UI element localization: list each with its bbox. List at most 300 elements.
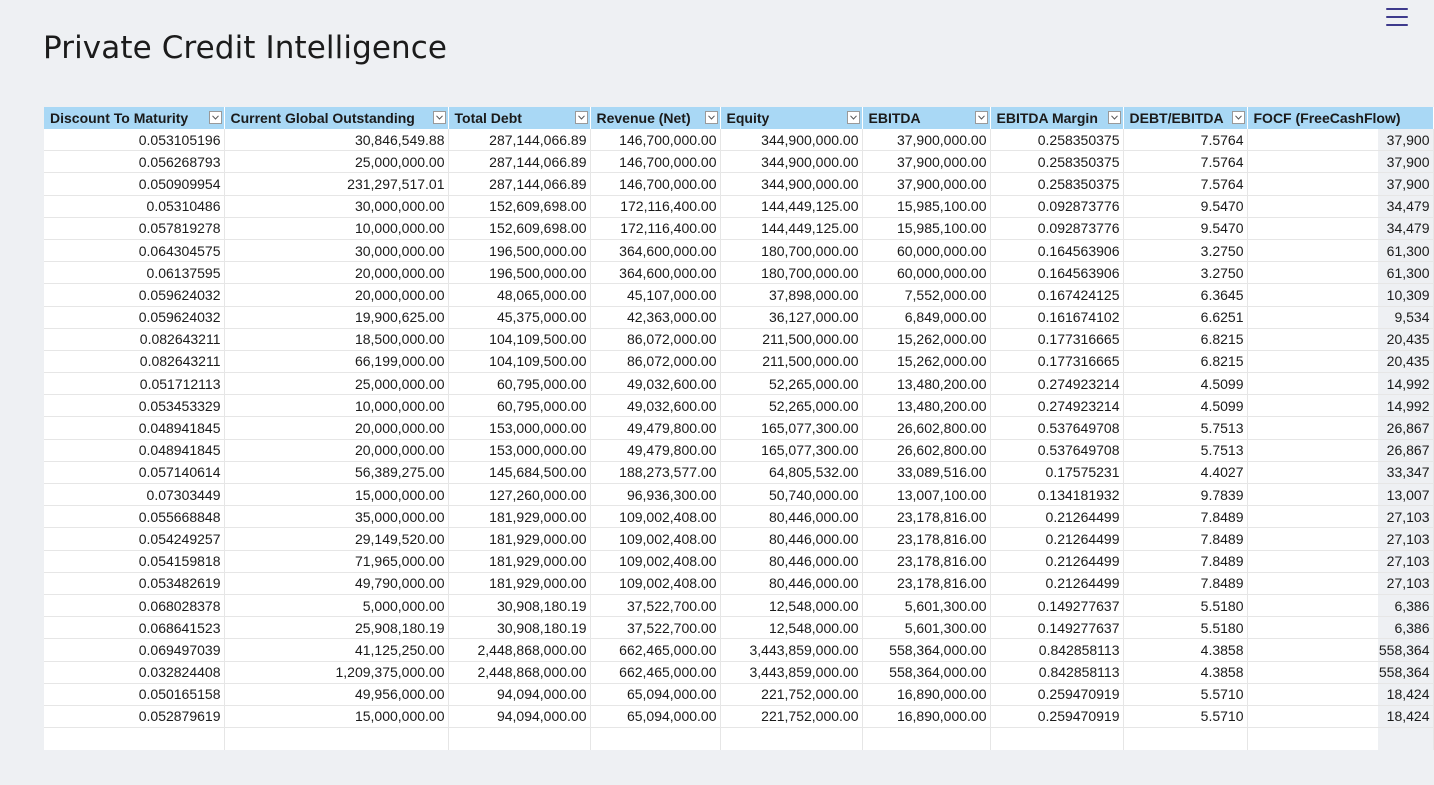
- table-cell[interactable]: 188,273,577.00: [590, 461, 720, 483]
- table-cell[interactable]: 23,178,816.00: [862, 528, 990, 550]
- table-cell[interactable]: 196,500,000.00: [448, 239, 590, 261]
- column-header[interactable]: [224, 107, 448, 129]
- table-cell[interactable]: 0.21264499: [990, 572, 1123, 594]
- table-cell[interactable]: 196,500,000.00: [448, 262, 590, 284]
- table-cell[interactable]: 14,992: [1247, 395, 1433, 417]
- table-cell[interactable]: 9,534: [1247, 306, 1433, 328]
- table-cell[interactable]: 16,890,000.00: [862, 683, 990, 705]
- table-cell[interactable]: 364,600,000.00: [590, 239, 720, 261]
- table-cell[interactable]: 7.5764: [1123, 173, 1247, 195]
- table-cell[interactable]: 60,795,000.00: [448, 395, 590, 417]
- table-cell[interactable]: 0.274923214: [990, 395, 1123, 417]
- table-cell[interactable]: 104,109,500.00: [448, 350, 590, 372]
- column-header[interactable]: [862, 107, 990, 129]
- table-row[interactable]: [44, 639, 1433, 661]
- column-header[interactable]: [448, 107, 590, 129]
- table-cell[interactable]: 36,127,000.00: [720, 306, 862, 328]
- table-cell[interactable]: 2,448,868,000.00: [448, 639, 590, 661]
- table-cell[interactable]: 181,929,000.00: [448, 550, 590, 572]
- table-cell[interactable]: 104,109,500.00: [448, 328, 590, 350]
- table-cell[interactable]: 65,094,000.00: [590, 683, 720, 705]
- table-cell[interactable]: 71,965,000.00: [224, 550, 448, 572]
- table-cell[interactable]: 0.842858113: [990, 639, 1123, 661]
- table-cell[interactable]: 180,700,000.00: [720, 239, 862, 261]
- table-cell[interactable]: 3.2750: [1123, 239, 1247, 261]
- table-cell[interactable]: 0.164563906: [990, 239, 1123, 261]
- table-cell[interactable]: 0.048941845: [44, 417, 224, 439]
- table-cell[interactable]: 80,446,000.00: [720, 550, 862, 572]
- table-cell[interactable]: 0.161674102: [990, 306, 1123, 328]
- table-cell[interactable]: 65,094,000.00: [590, 705, 720, 727]
- table-cell[interactable]: 146,700,000.00: [590, 173, 720, 195]
- table-row[interactable]: [44, 661, 1433, 683]
- table-cell[interactable]: 0.092873776: [990, 217, 1123, 239]
- table-cell[interactable]: 0.134181932: [990, 484, 1123, 506]
- table-cell[interactable]: 10,000,000.00: [224, 395, 448, 417]
- table-cell[interactable]: 94,094,000.00: [448, 705, 590, 727]
- table-cell[interactable]: 30,908,180.19: [448, 617, 590, 639]
- table-cell[interactable]: 7.5764: [1123, 129, 1247, 151]
- table-cell[interactable]: 18,424: [1247, 683, 1433, 705]
- table-cell[interactable]: 23,178,816.00: [862, 572, 990, 594]
- table-cell[interactable]: 144,449,125.00: [720, 195, 862, 217]
- table-cell[interactable]: 26,867: [1247, 417, 1433, 439]
- table-row[interactable]: [44, 195, 1433, 217]
- table-cell[interactable]: 52,265,000.00: [720, 395, 862, 417]
- table-cell[interactable]: 49,790,000.00: [224, 572, 448, 594]
- dropdown-filter-icon[interactable]: [705, 111, 718, 124]
- table-cell[interactable]: 6.6251: [1123, 306, 1247, 328]
- table-cell[interactable]: 181,929,000.00: [448, 572, 590, 594]
- page-title: Private Credit Intelligence: [43, 30, 448, 66]
- table-cell[interactable]: 37,900,000.00: [862, 173, 990, 195]
- table-cell[interactable]: 18,424: [1247, 705, 1433, 727]
- table-cell[interactable]: 6.3645: [1123, 284, 1247, 306]
- table-cell[interactable]: 20,435: [1247, 350, 1433, 372]
- table-cell[interactable]: 153,000,000.00: [448, 417, 590, 439]
- table-cell[interactable]: 0.057819278: [44, 217, 224, 239]
- table-cell[interactable]: 165,077,300.00: [720, 439, 862, 461]
- table-cell[interactable]: 15,985,100.00: [862, 195, 990, 217]
- table-cell[interactable]: 37,900: [1247, 151, 1433, 173]
- table-row[interactable]: [44, 417, 1433, 439]
- dropdown-filter-icon[interactable]: [209, 111, 222, 124]
- table-cell[interactable]: 3.2750: [1123, 262, 1247, 284]
- table-cell[interactable]: 211,500,000.00: [720, 328, 862, 350]
- table-cell[interactable]: 0.050165158: [44, 683, 224, 705]
- table-cell[interactable]: 287,144,066.89: [448, 151, 590, 173]
- table-cell[interactable]: 172,116,400.00: [590, 217, 720, 239]
- table-cell[interactable]: 20,000,000.00: [224, 417, 448, 439]
- table-cell[interactable]: 16,890,000.00: [862, 705, 990, 727]
- table-cell[interactable]: 109,002,408.00: [590, 550, 720, 572]
- table-cell[interactable]: 0.053482619: [44, 572, 224, 594]
- table-cell[interactable]: 96,936,300.00: [590, 484, 720, 506]
- table-cell[interactable]: 37,900,000.00: [862, 129, 990, 151]
- table-cell[interactable]: 0.259470919: [990, 705, 1123, 727]
- table-cell[interactable]: 0.167424125: [990, 284, 1123, 306]
- table-cell[interactable]: 66,199,000.00: [224, 350, 448, 372]
- table-cell[interactable]: 49,479,800.00: [590, 439, 720, 461]
- table-body: [44, 129, 1433, 750]
- table-cell[interactable]: 19,900,625.00: [224, 306, 448, 328]
- table-cell[interactable]: 7.8489: [1123, 528, 1247, 550]
- table-cell[interactable]: 231,297,517.01: [224, 173, 448, 195]
- table-cell[interactable]: 152,609,698.00: [448, 217, 590, 239]
- table-cell[interactable]: 5,000,000.00: [224, 594, 448, 616]
- menu-bar: [1386, 8, 1408, 10]
- table-cell[interactable]: 0.057140614: [44, 461, 224, 483]
- table-cell[interactable]: 221,752,000.00: [720, 683, 862, 705]
- table-cell[interactable]: 26,602,800.00: [862, 439, 990, 461]
- table-row[interactable]: [44, 705, 1433, 727]
- table-cell[interactable]: 18,500,000.00: [224, 328, 448, 350]
- table-cell[interactable]: 180,700,000.00: [720, 262, 862, 284]
- table-cell[interactable]: 94,094,000.00: [448, 683, 590, 705]
- table-cell[interactable]: 41,125,250.00: [224, 639, 448, 661]
- table-row[interactable]: [44, 284, 1433, 306]
- table-cell[interactable]: 7.8489: [1123, 572, 1247, 594]
- table-cell[interactable]: 344,900,000.00: [720, 151, 862, 173]
- table-cell[interactable]: 7.5764: [1123, 151, 1247, 173]
- table-cell[interactable]: 80,446,000.00: [720, 506, 862, 528]
- table-cell[interactable]: 0.258350375: [990, 173, 1123, 195]
- table-cell[interactable]: 4.5099: [1123, 395, 1247, 417]
- table-cell[interactable]: 0.274923214: [990, 373, 1123, 395]
- table-cell[interactable]: 5,601,300.00: [862, 594, 990, 616]
- table-cell[interactable]: 9.5470: [1123, 217, 1247, 239]
- table-cell[interactable]: 29,149,520.00: [224, 528, 448, 550]
- column-header-label: EBITDA: [868, 110, 921, 126]
- table-row[interactable]: [44, 594, 1433, 616]
- table-cell[interactable]: 0.259470919: [990, 683, 1123, 705]
- table-cell[interactable]: 0.258350375: [990, 129, 1123, 151]
- column-header[interactable]: [1247, 107, 1433, 129]
- column-header[interactable]: [590, 107, 720, 129]
- table-cell[interactable]: 4.3858: [1123, 661, 1247, 683]
- table-cell[interactable]: 0.149277637: [990, 617, 1123, 639]
- table-row[interactable]: [44, 217, 1433, 239]
- table-cell[interactable]: 9.5470: [1123, 195, 1247, 217]
- table-cell[interactable]: 7.8489: [1123, 550, 1247, 572]
- table-cell[interactable]: 287,144,066.89: [448, 173, 590, 195]
- dropdown-filter-icon[interactable]: [433, 111, 446, 124]
- table-cell[interactable]: 0.21264499: [990, 550, 1123, 572]
- table-cell[interactable]: 6.8215: [1123, 350, 1247, 372]
- table-cell[interactable]: 48,065,000.00: [448, 284, 590, 306]
- table-cell[interactable]: 15,262,000.00: [862, 328, 990, 350]
- table-cell[interactable]: 49,479,800.00: [590, 417, 720, 439]
- table-cell[interactable]: 35,000,000.00: [224, 506, 448, 528]
- table-cell[interactable]: 15,262,000.00: [862, 350, 990, 372]
- table-cell[interactable]: 4.3858: [1123, 639, 1247, 661]
- table-cell[interactable]: 0.051712113: [44, 373, 224, 395]
- table-cell[interactable]: 64,805,532.00: [720, 461, 862, 483]
- table-cell[interactable]: 13,007: [1247, 484, 1433, 506]
- dropdown-filter-icon[interactable]: [975, 111, 988, 124]
- table-cell[interactable]: 33,089,516.00: [862, 461, 990, 483]
- table-cell[interactable]: 60,000,000.00: [862, 239, 990, 261]
- table-cell[interactable]: 37,900: [1247, 129, 1433, 151]
- table-cell[interactable]: 1,209,375,000.00: [224, 661, 448, 683]
- table-cell[interactable]: 34,479: [1247, 217, 1433, 239]
- empty-cell: [862, 728, 990, 751]
- table-cell[interactable]: 45,375,000.00: [448, 306, 590, 328]
- table-cell[interactable]: 5,601,300.00: [862, 617, 990, 639]
- table-cell[interactable]: 0.177316665: [990, 350, 1123, 372]
- table-cell[interactable]: 0.21264499: [990, 506, 1123, 528]
- menu-bar: [1386, 24, 1408, 26]
- table-cell[interactable]: 172,116,400.00: [590, 195, 720, 217]
- dropdown-filter-icon[interactable]: [847, 111, 860, 124]
- table-cell[interactable]: 42,363,000.00: [590, 306, 720, 328]
- table-cell[interactable]: 146,700,000.00: [590, 129, 720, 151]
- table-cell[interactable]: 26,867: [1247, 439, 1433, 461]
- table-row[interactable]: [44, 350, 1433, 372]
- table-cell[interactable]: 52,265,000.00: [720, 373, 862, 395]
- table-cell[interactable]: 0.082643211: [44, 350, 224, 372]
- table-cell[interactable]: 60,795,000.00: [448, 373, 590, 395]
- table-cell[interactable]: 20,435: [1247, 328, 1433, 350]
- table-cell[interactable]: 127,260,000.00: [448, 484, 590, 506]
- table-cell[interactable]: 0.149277637: [990, 594, 1123, 616]
- table-cell[interactable]: 13,480,200.00: [862, 373, 990, 395]
- table-cell[interactable]: 61,300: [1247, 239, 1433, 261]
- table-cell[interactable]: 13,480,200.00: [862, 395, 990, 417]
- table-cell[interactable]: 2,448,868,000.00: [448, 661, 590, 683]
- table-cell[interactable]: 20,000,000.00: [224, 284, 448, 306]
- table-cell[interactable]: 344,900,000.00: [720, 129, 862, 151]
- table-cell[interactable]: 0.07303449: [44, 484, 224, 506]
- table-cell[interactable]: 0.050909954: [44, 173, 224, 195]
- table-cell[interactable]: 0.068028378: [44, 594, 224, 616]
- column-header[interactable]: [990, 107, 1123, 129]
- table-cell[interactable]: 30,908,180.19: [448, 594, 590, 616]
- table-cell[interactable]: 0.052879619: [44, 705, 224, 727]
- table-row[interactable]: [44, 328, 1433, 350]
- table-row[interactable]: [44, 550, 1433, 572]
- table-cell[interactable]: 109,002,408.00: [590, 506, 720, 528]
- table-cell[interactable]: 558,364,000.00: [862, 661, 990, 683]
- table-row[interactable]: [44, 129, 1433, 151]
- table-cell[interactable]: 0.068641523: [44, 617, 224, 639]
- table-cell[interactable]: 6,386: [1247, 594, 1433, 616]
- table-cell[interactable]: 6,849,000.00: [862, 306, 990, 328]
- table-cell[interactable]: 5.5710: [1123, 705, 1247, 727]
- table-cell[interactable]: 0.21264499: [990, 528, 1123, 550]
- table-cell[interactable]: 49,032,600.00: [590, 395, 720, 417]
- table-cell[interactable]: 4.4027: [1123, 461, 1247, 483]
- table-cell[interactable]: 662,465,000.00: [590, 639, 720, 661]
- table-cell[interactable]: 0.055668848: [44, 506, 224, 528]
- table-cell[interactable]: 14,992: [1247, 373, 1433, 395]
- table-row[interactable]: [44, 262, 1433, 284]
- table-cell[interactable]: 0.537649708: [990, 417, 1123, 439]
- table-cell[interactable]: 6,386: [1247, 617, 1433, 639]
- table-cell[interactable]: 5.5180: [1123, 594, 1247, 616]
- table-cell[interactable]: 109,002,408.00: [590, 528, 720, 550]
- table-cell[interactable]: 25,908,180.19: [224, 617, 448, 639]
- table-cell[interactable]: 23,178,816.00: [862, 506, 990, 528]
- table-cell[interactable]: 5.7513: [1123, 417, 1247, 439]
- table-cell[interactable]: 61,300: [1247, 262, 1433, 284]
- table-cell[interactable]: 0.06137595: [44, 262, 224, 284]
- table-row[interactable]: [44, 306, 1433, 328]
- table-cell[interactable]: 662,465,000.00: [590, 661, 720, 683]
- table-cell[interactable]: 3,443,859,000.00: [720, 639, 862, 661]
- column-header[interactable]: [1123, 107, 1247, 129]
- table-cell[interactable]: 60,000,000.00: [862, 262, 990, 284]
- table-cell[interactable]: 0.069497039: [44, 639, 224, 661]
- table-cell[interactable]: 37,900,000.00: [862, 151, 990, 173]
- table-cell[interactable]: 9.7839: [1123, 484, 1247, 506]
- table-cell[interactable]: 27,103: [1247, 572, 1433, 594]
- table-cell[interactable]: 558,364,000.00: [862, 639, 990, 661]
- table-cell[interactable]: 15,000,000.00: [224, 705, 448, 727]
- table-cell[interactable]: 0.059624032: [44, 284, 224, 306]
- table-cell[interactable]: 33,347: [1247, 461, 1433, 483]
- table-cell[interactable]: 4.5099: [1123, 373, 1247, 395]
- table-cell[interactable]: 144,449,125.00: [720, 217, 862, 239]
- table-cell[interactable]: 221,752,000.00: [720, 705, 862, 727]
- table-cell[interactable]: 0.054159818: [44, 550, 224, 572]
- table-cell[interactable]: 10,309: [1247, 284, 1433, 306]
- table-cell[interactable]: 153,000,000.00: [448, 439, 590, 461]
- table-cell[interactable]: 27,103: [1247, 528, 1433, 550]
- table-cell[interactable]: 181,929,000.00: [448, 528, 590, 550]
- table-cell[interactable]: 0.048941845: [44, 439, 224, 461]
- table-cell[interactable]: 109,002,408.00: [590, 572, 720, 594]
- table-cell[interactable]: 0.05310486: [44, 195, 224, 217]
- table-row[interactable]: [44, 683, 1433, 705]
- table-cell[interactable]: 27,103: [1247, 506, 1433, 528]
- table-cell[interactable]: 0.053105196: [44, 129, 224, 151]
- table-cell[interactable]: 0.164563906: [990, 262, 1123, 284]
- table-cell[interactable]: 26,602,800.00: [862, 417, 990, 439]
- table-row[interactable]: [44, 484, 1433, 506]
- table-cell[interactable]: 0.177316665: [990, 328, 1123, 350]
- table-cell[interactable]: 30,000,000.00: [224, 195, 448, 217]
- table-cell[interactable]: 344,900,000.00: [720, 173, 862, 195]
- table-cell[interactable]: 15,000,000.00: [224, 484, 448, 506]
- table-cell[interactable]: 86,072,000.00: [590, 350, 720, 372]
- column-header-label: Total Debt: [454, 110, 522, 126]
- table-cell[interactable]: 0.17575231: [990, 461, 1123, 483]
- table-cell[interactable]: 30,846,549.88: [224, 129, 448, 151]
- table-cell[interactable]: 25,000,000.00: [224, 373, 448, 395]
- table-cell[interactable]: 0.258350375: [990, 151, 1123, 173]
- table-cell[interactable]: 7,552,000.00: [862, 284, 990, 306]
- table-row[interactable]: [44, 151, 1433, 173]
- table-cell[interactable]: 80,446,000.00: [720, 572, 862, 594]
- empty-cell: [44, 728, 224, 751]
- table-row[interactable]: [44, 395, 1433, 417]
- table-cell[interactable]: 20,000,000.00: [224, 262, 448, 284]
- hamburger-menu-icon[interactable]: [1386, 6, 1408, 28]
- table-cell[interactable]: 37,522,700.00: [590, 617, 720, 639]
- table-cell[interactable]: 0.059624032: [44, 306, 224, 328]
- table-row[interactable]: [44, 239, 1433, 261]
- table-cell[interactable]: 37,522,700.00: [590, 594, 720, 616]
- table-cell[interactable]: 364,600,000.00: [590, 262, 720, 284]
- dropdown-filter-icon[interactable]: [1108, 111, 1121, 124]
- table-cell[interactable]: 152,609,698.00: [448, 195, 590, 217]
- empty-cell: [224, 728, 448, 751]
- table-cell[interactable]: 287,144,066.89: [448, 129, 590, 151]
- table-cell[interactable]: 181,929,000.00: [448, 506, 590, 528]
- table-cell[interactable]: 0.053453329: [44, 395, 224, 417]
- table-cell[interactable]: 12,548,000.00: [720, 594, 862, 616]
- table-cell[interactable]: 558,364: [1247, 639, 1433, 661]
- column-header[interactable]: [720, 107, 862, 129]
- table-cell[interactable]: 5.5710: [1123, 683, 1247, 705]
- table-cell[interactable]: 0.082643211: [44, 328, 224, 350]
- table-row[interactable]: [44, 373, 1433, 395]
- table-cell[interactable]: 0.054249257: [44, 528, 224, 550]
- table-cell[interactable]: 0.537649708: [990, 439, 1123, 461]
- table-cell[interactable]: 37,900: [1247, 173, 1433, 195]
- table-row[interactable]: [44, 461, 1433, 483]
- table-cell[interactable]: 0.092873776: [990, 195, 1123, 217]
- table-row[interactable]: [44, 173, 1433, 195]
- table-cell[interactable]: 5.7513: [1123, 439, 1247, 461]
- table-cell[interactable]: 49,956,000.00: [224, 683, 448, 705]
- table-cell[interactable]: 80,446,000.00: [720, 528, 862, 550]
- table-cell[interactable]: 56,389,275.00: [224, 461, 448, 483]
- table-cell[interactable]: 0.842858113: [990, 661, 1123, 683]
- table-cell[interactable]: 15,985,100.00: [862, 217, 990, 239]
- table-cell[interactable]: 5.5180: [1123, 617, 1247, 639]
- table-cell[interactable]: 0.056268793: [44, 151, 224, 173]
- table-cell[interactable]: 34,479: [1247, 195, 1433, 217]
- table-cell[interactable]: 50,740,000.00: [720, 484, 862, 506]
- table-row[interactable]: [44, 572, 1433, 594]
- table-cell[interactable]: 165,077,300.00: [720, 417, 862, 439]
- table-cell[interactable]: 0.032824408: [44, 661, 224, 683]
- table-cell[interactable]: 0.064304575: [44, 239, 224, 261]
- table-cell[interactable]: 23,178,816.00: [862, 550, 990, 572]
- table-row[interactable]: [44, 528, 1433, 550]
- table-cell[interactable]: 25,000,000.00: [224, 151, 448, 173]
- dropdown-filter-icon[interactable]: [575, 111, 588, 124]
- table-cell[interactable]: 145,684,500.00: [448, 461, 590, 483]
- table-cell[interactable]: 6.8215: [1123, 328, 1247, 350]
- table-cell[interactable]: 3,443,859,000.00: [720, 661, 862, 683]
- table-cell[interactable]: 10,000,000.00: [224, 217, 448, 239]
- table-cell[interactable]: 558,364: [1247, 661, 1433, 683]
- table-cell[interactable]: 86,072,000.00: [590, 328, 720, 350]
- table-cell[interactable]: 13,007,100.00: [862, 484, 990, 506]
- table-cell[interactable]: 30,000,000.00: [224, 239, 448, 261]
- column-header[interactable]: [44, 107, 224, 129]
- table-cell[interactable]: 37,898,000.00: [720, 284, 862, 306]
- table-cell[interactable]: 45,107,000.00: [590, 284, 720, 306]
- table-row[interactable]: [44, 617, 1433, 639]
- table-row[interactable]: [44, 506, 1433, 528]
- credit-data-table: [44, 107, 1434, 750]
- table-cell[interactable]: 49,032,600.00: [590, 373, 720, 395]
- empty-cell: [590, 728, 720, 751]
- empty-cell: [1247, 728, 1433, 751]
- table-cell[interactable]: 12,548,000.00: [720, 617, 862, 639]
- table-cell[interactable]: 27,103: [1247, 550, 1433, 572]
- table-cell[interactable]: 146,700,000.00: [590, 151, 720, 173]
- table-row[interactable]: [44, 439, 1433, 461]
- table-cell[interactable]: 20,000,000.00: [224, 439, 448, 461]
- table-cell[interactable]: 211,500,000.00: [720, 350, 862, 372]
- table-cell[interactable]: 7.8489: [1123, 506, 1247, 528]
- dropdown-filter-icon[interactable]: [1232, 111, 1245, 124]
